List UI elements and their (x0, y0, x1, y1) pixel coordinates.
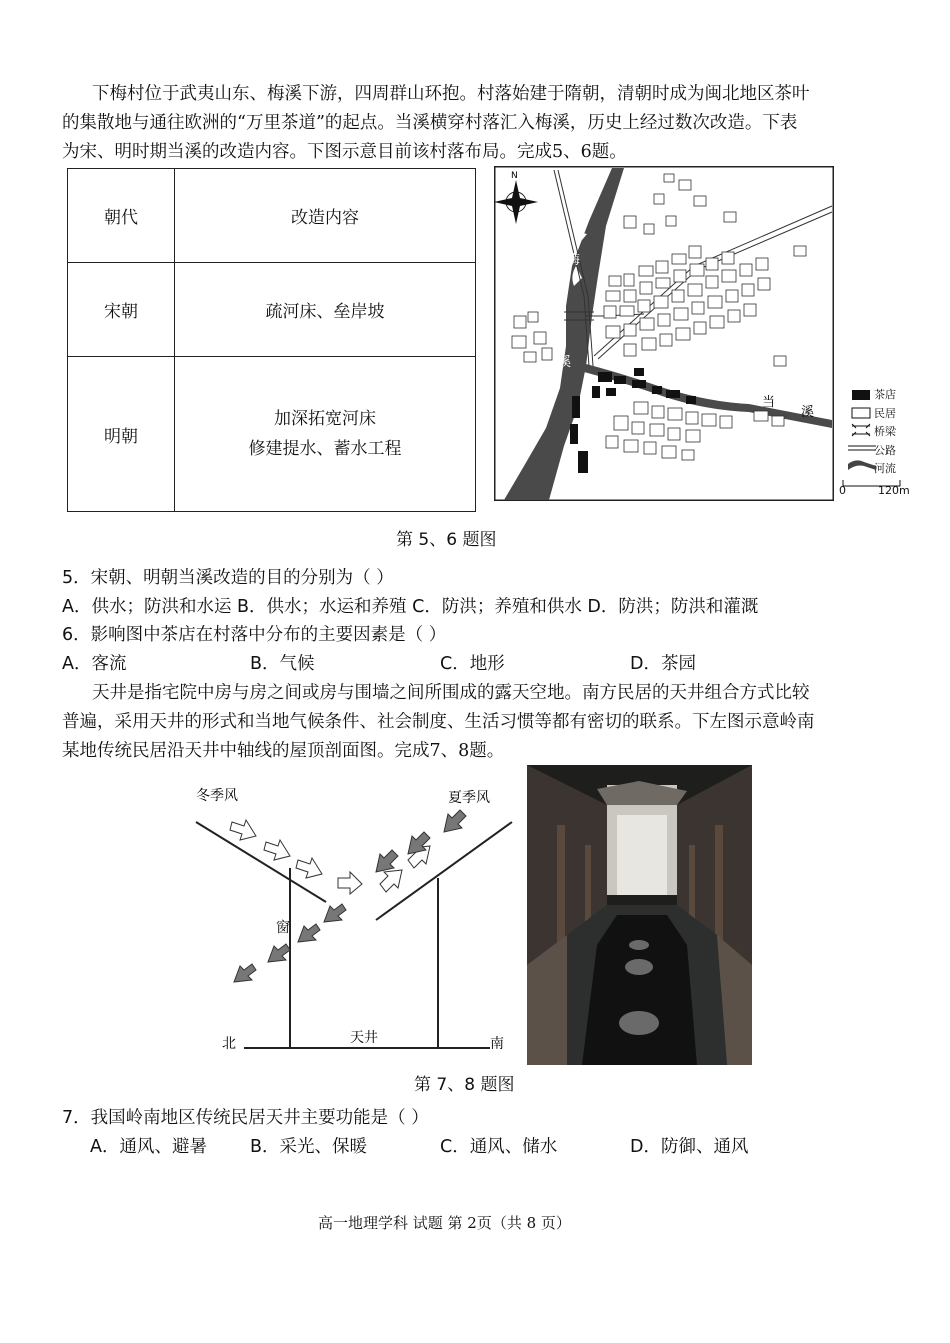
dangxi-label-2: 溪 (801, 405, 815, 420)
q7-stem: 7．我国岭南地区传统民居天井主要功能是（ ） (62, 1108, 429, 1128)
table-cell-song: 宋朝 (68, 263, 175, 357)
intro2-line2: 普遍，采用天井的形式和当地气候条件、社会制度、生活习惯等都有密切的联系。下左图示意岭南 (62, 712, 815, 732)
q6-option-c: C．地形 (440, 654, 505, 674)
legend-bridge: 桥梁 (874, 425, 896, 438)
courtyard-photo (527, 765, 752, 1065)
q7-option-b: B．采光、保暖 (250, 1137, 368, 1157)
legend-labels (874, 386, 896, 479)
south-direction-label: 南 (490, 1036, 504, 1052)
legend-road: 公路 (874, 443, 896, 457)
intro2-line1: 天井是指宅院中房与房之间或房与围墙之间所围成的露天空地。南方民居的天井组合方式比较 (92, 683, 810, 703)
table-header-dynasty: 朝代 (68, 169, 175, 263)
summer-wind-label: 夏季风 (448, 790, 490, 806)
q6-option-d: D．茶园 (630, 654, 696, 674)
north-direction-label: 北 (222, 1036, 236, 1052)
house-legend-icon (852, 408, 870, 418)
page-footer: 高一地理学科 试题 第 2页（共 8 页） (318, 1214, 571, 1232)
courtyard-label: 天井 (350, 1030, 378, 1046)
bridge-legend-icon (852, 424, 870, 436)
legend-house: 民居 (874, 406, 896, 420)
intro2-line3: 某地传统民居沿天井中轴线的屋顶剖面图。完成7、8题。 (62, 741, 505, 761)
tea-shop-legend-icon (852, 390, 870, 400)
table-cell-ming-content (175, 357, 476, 512)
meixi-label-1: 梅 (567, 253, 581, 268)
q7-option-a: A．通风、避暑 (90, 1137, 207, 1157)
caption-7-8: 第 7、8 题图 (414, 1075, 515, 1095)
caption-5-6: 第 5、6 题图 (396, 530, 497, 550)
meixi-label-2: 溪 (558, 355, 572, 370)
winter-wind-label: 冬季风 (196, 788, 238, 804)
road-legend-icon (848, 446, 876, 450)
legend-river: 河流 (874, 462, 896, 475)
intro1-line3: 为宋、明时期当溪的改造内容。下图示意目前该村落布局。完成5、6题。 (62, 142, 627, 162)
north-label: N (511, 171, 518, 181)
intro1-line1: 下梅村位于武夷山东、梅溪下游，四周群山环抱。村落始建于隋朝，清朝时成为闽北地区茶叶 (92, 84, 810, 104)
scale-120m: 120m (878, 484, 910, 497)
river-legend-icon (848, 460, 876, 470)
intro1-line2: 的集散地与通往欧洲的“万里茶道”的起点。当溪横穿村落汇入梅溪，历史上经过数次改造。下表 (62, 113, 798, 133)
q6-option-b: B．气候 (250, 654, 315, 674)
reform-table (67, 168, 476, 512)
legend-tea-shop: 茶店 (874, 388, 896, 401)
table-cell-ming: 明朝 (68, 357, 175, 512)
scale-zero: 0 (839, 484, 846, 497)
q7-option-c: C．通风、储水 (440, 1137, 558, 1157)
table-header-content: 改造内容 (175, 169, 476, 263)
dangxi-label-1: 当 (762, 395, 776, 410)
ming-content-line1: 加深拓宽河床 (274, 409, 376, 429)
q5-stem: 5．宋朝、明朝当溪改造的目的分别为（ ） (62, 568, 394, 588)
q7-option-d: D．防御、通风 (630, 1137, 749, 1157)
q6-option-a: A．客流 (62, 654, 127, 674)
village-map (494, 166, 834, 501)
table-cell-song-content: 疏河床、垒岸坡 (175, 263, 476, 357)
window-label: 窗 (276, 920, 290, 936)
q6-stem: 6．影响图中茶店在村落中分布的主要因素是（ ） (62, 625, 447, 645)
courtyard-section-diagram (190, 780, 520, 1060)
ming-content-line2: 修建提水、蓄水工程 (248, 439, 402, 459)
q5-options: A．供水；防洪和水运 B．供水；水运和养殖 C．防洪；养殖和供水 D．防洪；防洪和灌溉 (62, 597, 759, 617)
